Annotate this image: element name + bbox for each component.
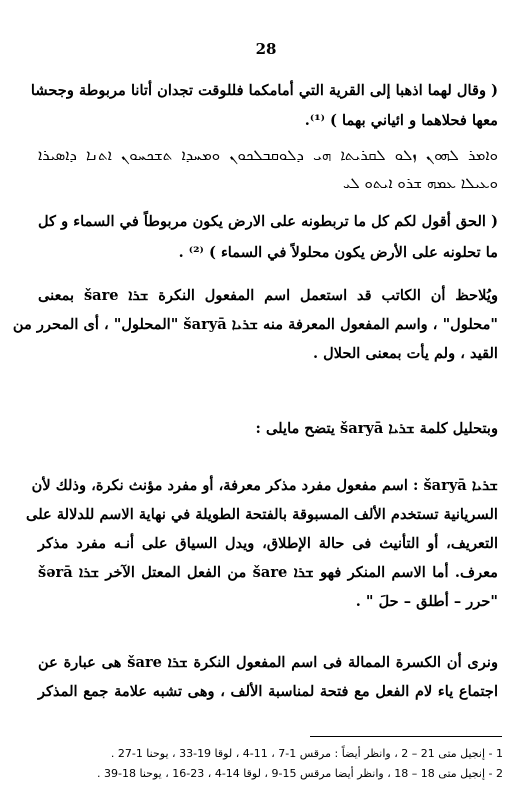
syriac-line-2: ܘܥܝܠܐ ܥܡܗ ܫܪܘ ܐܝܬܘ ܠܝ xyxy=(343,174,498,192)
para-1-line-2: "محلول" ، واسم المفعول المعرفة منه ܫܪܝܐ šaryā "المحلول" ، أى المحرر من xyxy=(12,316,498,333)
footnote-2: 2 - إنجيل متى 18 – 18 ، وانظر أيضا مرقس 15-9 ، لوقا 14-4 ، 23-16 ، يوحنا 18-39 . xyxy=(97,767,503,780)
para-2-line-5: "حرر – أطلق – حلَ " . xyxy=(355,593,498,610)
page-number: 28 xyxy=(255,40,277,58)
quote-2-line-2: ما تحلونه على الأرض يكون محلولاً في السماء ) ⁽²⁾ . xyxy=(178,244,498,261)
para-1-line-1: ويُلاحظ أن الكاتب قد استعمل اسم المفعول النكرة ܫܪܐ šare بمعنى xyxy=(38,287,498,304)
quote-1-line-2: معها فحلاهما و ائياني بهما ) ⁽¹⁾. xyxy=(304,112,498,129)
para-2-line-2: السريانية تستخدم الألف المسبوقة بالفتحة الطويلة في نهاية الاسم للدلالة على xyxy=(26,506,498,523)
para-3-line-2: اجتماع ياء لام الفعل مع فتحة لمناسبة الألف ، وهى تشبه علامة جمع المذكر xyxy=(38,683,498,700)
para-2-line-1: ܫܪܝܐ šaryā : اسم مفعول مفرد مذكر معرفة، أو مفرد مؤنث نكرة، وذلك لأن xyxy=(31,477,498,494)
quote-2-line-1: ( الحق أقول لكم كل ما تربطونه على الارض يكون مربوطاً في السماء و كل xyxy=(38,213,498,230)
para-1-line-3: القيد ، ولم يأت بمعنى الحلال . xyxy=(312,345,498,362)
quote-1-line-1: ( وقال لهما اذهبا إلى القرية التي أمامكما فللوقت تجدان أتانا مربوطة وجحشا xyxy=(30,82,498,99)
para-3-line-1: ونرى أن الكسرة الممالة فى اسم المفعول النكرة ܫܪܐ šare هى عبارة عن xyxy=(38,654,498,671)
para-2-line-4: معرف. أما الاسم المنكر فهو ܫܪܐ šare من الفعل المعتل الآخر ܫܪܐ šərā xyxy=(38,564,498,581)
section-heading: وبتحليل كلمة ܫܪܝܐ šaryā يتضح مايلى : xyxy=(255,420,498,437)
footnote-1: 1 - إنجيل متى 21 – 2 ، وانظر أيضاً : مرقس 1-7 ، 11-4 ، لوقا 19-33 ، يوحنا 1-27 . xyxy=(110,747,503,760)
footnote-divider xyxy=(310,736,502,737)
syriac-line-1: ܘܐܡܪ ܠܗܘܢ ܙܠܘ ܠܩܪܝܬܐ ܗܝ ܕܠܘܩܒܠܟܘܢ ܘܡܚܕܐ ܬܫܟܚܘܢ ܐܬܢܐ ܕܐܣܝܪܐ xyxy=(38,146,498,164)
para-2-line-3: التعريف، أو التأنيث فى حالة الإطلاق، ويدل السياق على أنـه مفرد مذكر xyxy=(38,535,498,552)
